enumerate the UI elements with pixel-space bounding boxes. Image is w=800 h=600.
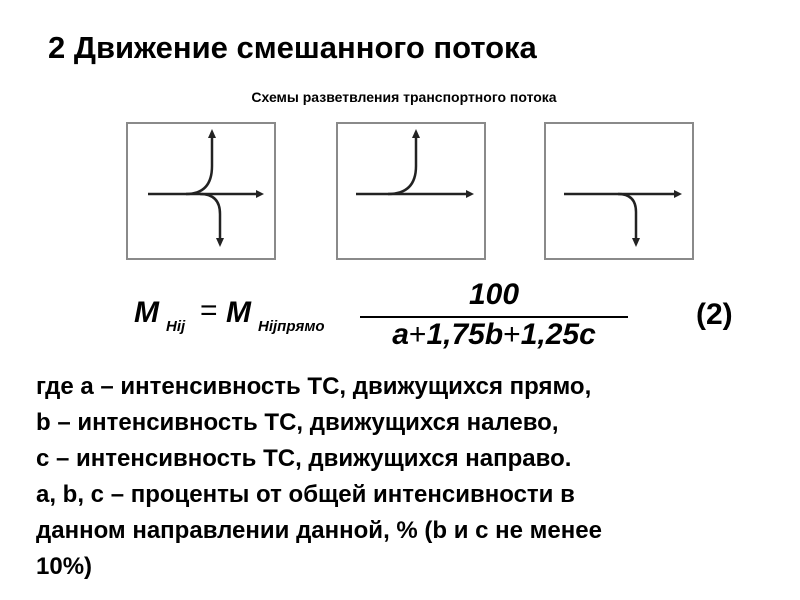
denominator-c: 1,25c [520, 318, 596, 351]
branch-left-diagram [338, 124, 484, 258]
formula-equals: = [200, 294, 218, 327]
slide-title: 2 Движение смешанного потока [48, 30, 537, 65]
formula-denominator [360, 318, 628, 352]
formula-lhs-subscript: Hij [166, 318, 186, 335]
legend-line: a, b, c – проценты от общей интенсивности в [36, 481, 575, 508]
denominator-b: 1,75b [426, 318, 504, 351]
legend-line: данном направлении данной, % (b и c не менее [36, 517, 602, 544]
legend-line: b – интенсивность ТС, движущихся налево, [36, 409, 559, 436]
equation-number: (2) [696, 298, 733, 331]
denominator-a: a [392, 318, 409, 351]
formula-lhs-symbol: M [134, 296, 159, 329]
denominator-plus-2: + [503, 318, 521, 351]
scheme-right-branch [544, 122, 694, 260]
formula-rhs-symbol: M [226, 296, 251, 329]
legend-text [36, 369, 796, 585]
legend-line: с – интенсивность ТС, движущихся направо. [36, 445, 572, 472]
legend-line: где а – интенсивность ТС, движущихся прямо, [36, 373, 592, 400]
formula [0, 278, 800, 358]
denominator-plus-1: + [408, 318, 427, 351]
schemes-subtitle: Схемы разветвления транспортного потока [251, 89, 557, 105]
legend-line: 10%) [36, 553, 93, 580]
formula-rhs-subscript: Hijпрямо [258, 318, 325, 335]
branch-both-diagram [128, 124, 274, 258]
scheme-left-branch [336, 122, 486, 260]
branch-right-diagram [546, 124, 692, 258]
scheme-left-and-right-branch [126, 122, 276, 260]
formula-numerator: 100 [468, 278, 520, 311]
